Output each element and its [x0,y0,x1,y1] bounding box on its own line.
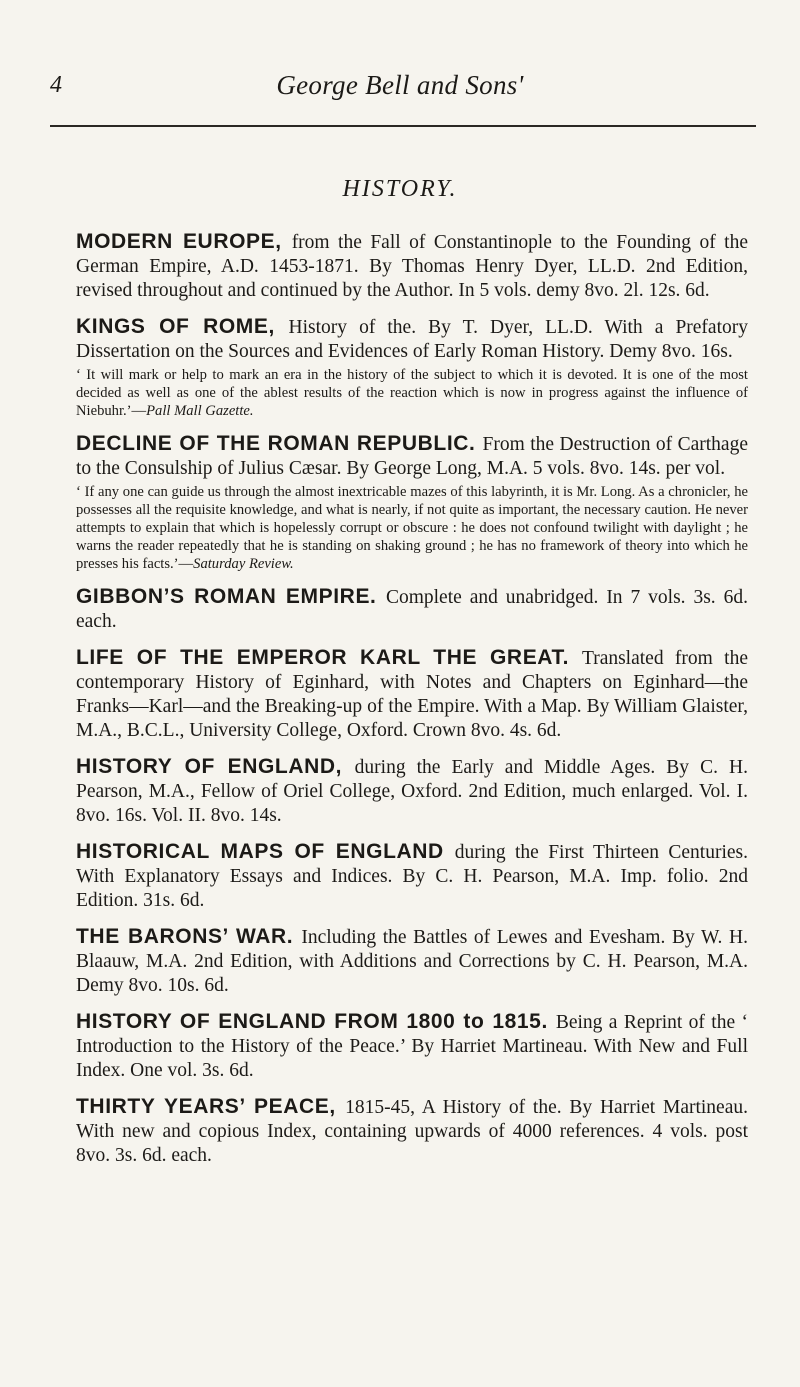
entry-kings-of-rome [76,315,748,420]
entry-heading: HISTORY OF ENGLAND FROM 1800 to 1815. [76,1010,556,1033]
entry-text: History of the. By T. Dyer, LL.D. With a Prefatory Dissertation on the Sources and Evidences of Early Roman History. Demy 8vo. 16s. [76,317,748,362]
entry-karl-the-great [76,646,748,743]
quote-text: ‘ If any one can guide us through the almost inextricable mazes of this labyrinth, it is Mr. Long. As a chronicler, he possesses all the requisite knowledge, and what is nearly, if not quite as important, the necessary caution. He never attempts to explain that which is hopelessly corrupt or obscure : he does not confound twilight with daylight ; he warns the reader repeatedly that he is standing on shaking ground ; he has no framework of theory into which he presses his facts.’— [76,484,748,572]
running-title: George Bell and Sons' [276,70,524,100]
entry-heading: HISTORY OF ENGLAND, [76,755,355,778]
entry-heading: THIRTY YEARS’ PEACE, [76,1095,346,1118]
entry-gibbons-roman-empire [76,585,748,634]
entry-heading: GIBBON’S ROMAN EMPIRE. [76,585,386,608]
entry-decline-roman-republic [76,432,748,573]
entry-heading: KINGS OF ROME, [76,315,289,338]
page-number: 4 [50,72,62,98]
entry-text: From the Destruction of Carthage to the Consulship of Julius Cæsar. By George Long, M.A. 5 vols. 8vo. 14s. per vol. [76,434,748,479]
entry-text: during the First Thirteen Centuries. With Explanatory Essays and Indices. By C. H. Pearson, M.A. Imp. folio. 2nd Edition. 31s. 6d. [76,842,748,911]
quote-source: Saturday Review. [193,556,294,572]
quote-source: Pall Mall Gazette. [146,403,254,419]
review-quote [76,483,748,573]
entry-text: Translated from the contemporary History of Eginhard, with Notes and Chapters on Eginhard—the Franks—Karl—and the Breaking-up of the Empire. With a Map. By William Glaister, M.A., B.C.L., University College, Oxford. Crown 8vo. 4s. 6d. [76,648,748,741]
entry-barons-war [76,925,748,998]
entry-heading: DECLINE OF THE ROMAN REPUBLIC. [76,432,483,455]
entry-history-of-england [76,755,748,828]
entry-thirty-years-peace [76,1095,748,1168]
entry-modern-europe [76,230,748,303]
entry-text: during the Early and Middle Ages. By C. H. Pearson, M.A., Fellow of Oriel College, Oxford. 2nd Edition, much enlarged. Vol. I. 8vo. 16s. Vol. II. 8vo. 14s. [76,757,748,826]
running-head [0,64,800,104]
entry-text: Complete and unabridged. In 7 vols. 3s. 6d. each. [76,587,748,632]
entry-heading: MODERN EUROPE, [76,230,292,253]
review-quote [76,366,748,420]
entry-list [76,230,748,1180]
header-rule [50,125,756,127]
entry-text: 1815-45, A History of the. By Harriet Martineau. With new and copious Index, containing upwards of 4000 references. 4 vols. post 8vo. 3s. 6d. each. [76,1097,748,1166]
entry-text: Including the Battles of Lewes and Evesham. By W. H. Blaauw, M.A. 2nd Edition, with Additions and Corrections by C. H. Pearson, M.A. Demy 8vo. 10s. 6d. [76,927,748,996]
entry-heading: HISTORICAL MAPS OF ENGLAND [76,840,455,863]
quote-text: ‘ It will mark or help to mark an era in the history of the subject to which it is devoted. It is one of the most decided as well as one of the ablest results of the reaction which is now in progress against the influence of Niebuhr.’— [76,367,748,419]
section-title: HISTORY. [342,176,458,202]
entry-heading: LIFE OF THE EMPEROR KARL THE GREAT. [76,646,582,669]
entry-historical-maps [76,840,748,913]
entry-text: from the Fall of Constantinople to the Founding of the German Empire, A.D. 1453-1871. By Thomas Henry Dyer, LL.D. 2nd Edition, revised throughout and continued by the Author. In 5 vols. demy 8vo. 2l. 12s. 6d. [76,232,748,301]
entry-text: Being a Reprint of the ‘ Introduction to the History of the Peace.’ By Harriet Martineau. With New and Full Index. One vol. 3s. 6d. [76,1012,748,1081]
entry-heading: THE BARONS’ WAR. [76,925,302,948]
entry-england-1800-1815 [76,1010,748,1083]
